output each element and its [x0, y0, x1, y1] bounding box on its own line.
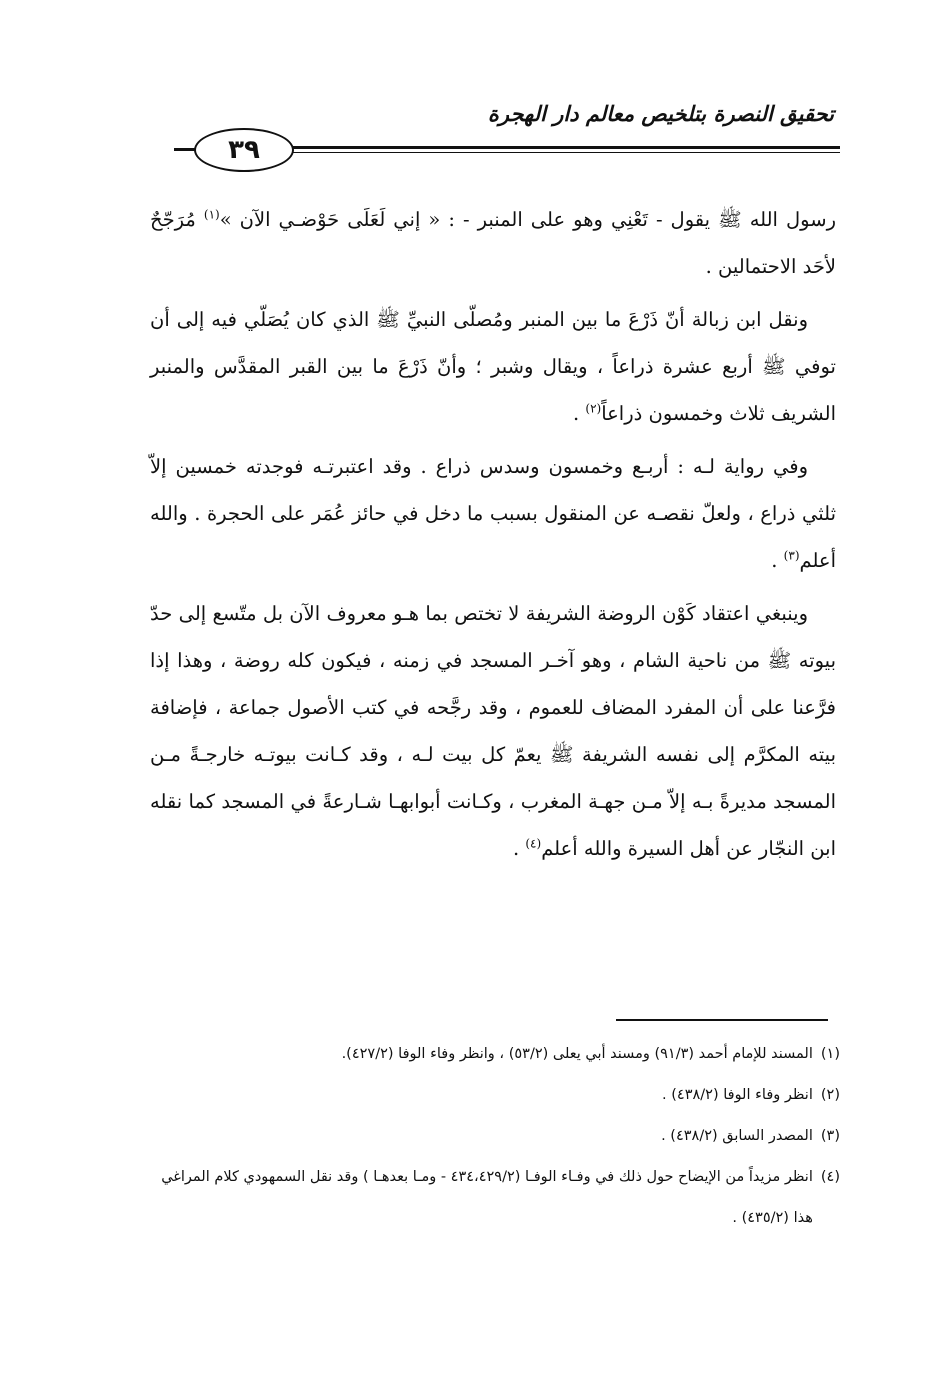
paragraph-1 [150, 196, 836, 290]
footnote-ref-2: (٢) [585, 401, 602, 416]
paragraph-text: وينبغي اعتقاد كَوْن الروضة الشريفة لا تختص بما هـو معروف الآن بل متّسع إلى حدّ بيوته ﷺ من ناحية الشام ، وهو آخـر المسجد في زمنه ، فيكون كله روضة ، وهذا إذا فرَّعنا على أن المفرد المضاف للعموم ، وقد رجَّحه في كتب الأصول جماعة ، فإضافة بيته المكرَّم إلى نفسه الشريفة ﷺ يعمّ كل بيت لـه ، وقد كـانت بيوتـه خارجـةً مـن المسجد مديرةً بـه إلاّ مـن جهـة المغرب ، وكـانت أبوابهـا شـارعةً في المسجد كما نقله ابن النجّار عن أهل السيرة والله أعلم [150, 602, 836, 860]
paragraph-3 [150, 443, 836, 584]
footnote-number: (٢) [820, 1087, 840, 1103]
footnote-text: انظر وفاء الوفا (٤٣٨/٢) . [662, 1087, 813, 1103]
paragraph-text: وفي رواية لـه : أربـع وخمسون وسدس ذراع . وقد اعتبرتـه فوجدته خمسين إلاّ ثلثي ذراع ، ولعلّ نقصـه عن المنقول بسبب ما دخل في حائز عُمَر على الحجرة . والله أعلم [150, 455, 836, 572]
footnote-text: المسند للإمام أحمد (٩١/٣) ومسند أبي يعلى (٥٣/٢) ، وانظر وفاء الوفا (٤٢٧/٢). [341, 1046, 813, 1062]
footnote-text: انظر مزيداً من الإيضاح حول ذلك في وفـاء الوفـا (٤٣٤،٤٢٩/٢ - ومـا بعدهـا ) وقد نقل السمهودي كلام المراغي هذا (٤٣٥/٢) . [161, 1169, 813, 1226]
paragraph-tail: . [572, 402, 586, 425]
page-number: ٣٩ [194, 128, 294, 172]
paragraph-4 [150, 590, 836, 872]
footnote-text: المصدر السابق (٤٣٨/٢) . [661, 1128, 813, 1144]
footnote-number: (٤) [820, 1169, 840, 1185]
footnote-1 [150, 1034, 840, 1075]
paragraph-2 [150, 296, 836, 437]
footnote-4 [150, 1157, 840, 1239]
footnote-number: (٣) [820, 1128, 840, 1144]
page-header [160, 88, 840, 168]
header-rule-left [174, 148, 196, 151]
footnote-2 [150, 1075, 840, 1116]
footnote-ref-4: (٤) [525, 836, 542, 851]
header-rule-thin [288, 152, 840, 153]
footnote-ref-3: (٣) [783, 548, 800, 563]
running-title: تحقيق النصرة بتلخيص معالم دار الهجرة [487, 102, 834, 126]
paragraph-tail: . [512, 837, 526, 860]
paragraph-text: رسول الله ﷺ يقول - تَعْنِي وهو على المنبر - : « إني لَعَلَى حَوْضـي الآن » [219, 208, 836, 231]
paragraph-tail: مُرَجّحٌ لأحَد الاحتمالين . [150, 208, 836, 278]
footnote-separator [616, 1019, 828, 1021]
header-rule-thick [288, 146, 840, 149]
footnote-3 [150, 1116, 840, 1157]
paragraph-tail: . [771, 549, 784, 572]
footnote-ref-1: (١) [203, 207, 220, 222]
paragraph-text: ونقل ابن زبالة أنّ ذَرْعَ ما بين المنبر ومُصلّى النبيِّ ﷺ الذي كان يُصَلّي فيه إلى أن توفي ﷺ أربع عشرة ذراعاً ، ويقال وشبر ؛ وأنّ ذَرْعَ ما بين القبر المقدَّس والمنبر الشريف ثلاث وخمسون ذراعاً [150, 308, 836, 425]
footnotes [150, 1034, 840, 1239]
main-text [150, 196, 836, 878]
footnote-number: (١) [820, 1046, 840, 1062]
